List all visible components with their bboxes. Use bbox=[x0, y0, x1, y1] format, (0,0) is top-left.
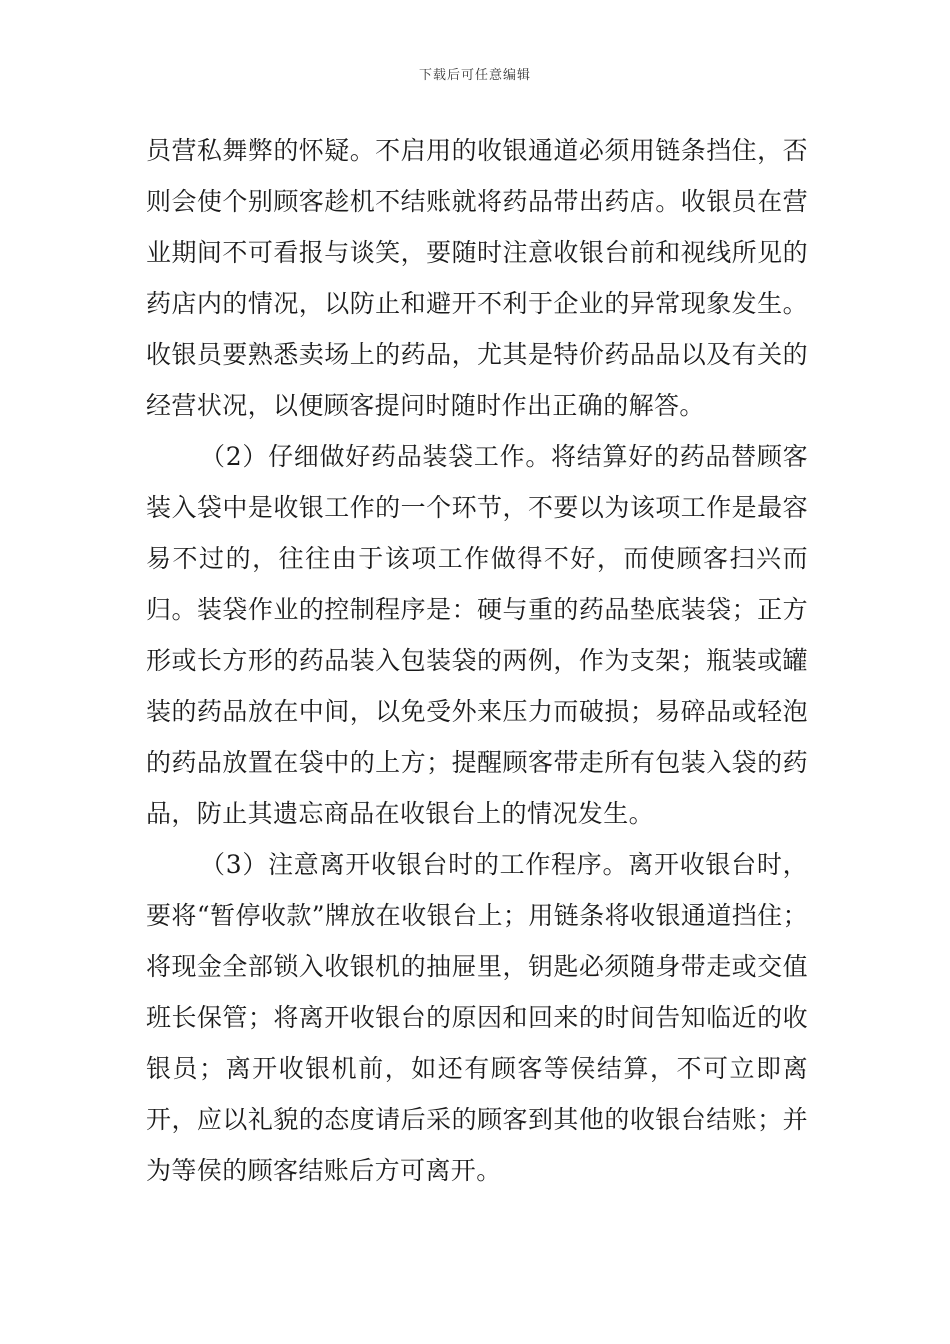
document-body bbox=[146, 125, 808, 1196]
paragraph-leaving-counter: （3）注意离开收银台时的工作程序。离开收银台时，要将“暂停收款”牌放在收银台上；用链条将收银通道挡住；将现金全部锁入收银机的抽屉里，钥匙必须随身带走或交值班长保管；将离开收银台的原因和回来的时间告知临近的收银员；离开收银机前，如还有顾客等侯结算，不可立即离开，应以礼貌的态度请后采的顾客到其他的收银台结账；并为等侯的顾客结账后方可离开。 bbox=[146, 850, 808, 1185]
page-header: 下载后可任意编辑 bbox=[418, 68, 531, 83]
paragraph-bagging: （2）仔细做好药品装袋工作。将结算好的药品替顾客装入袋中是收银工作的一个环节，不要以为该项工作是最容易不过的，往往由于该项工作做得不好，而使顾客扫兴而归。装袋作业的控制程序是：硬与重的药品垫底装袋；正方形或长方形的药品装入包装袋的两例，作为支架；瓶装或罐装的药品放在中间，以免受外来压力而破损；易碎品或轻泡的药品放置在袋中的上方；提醒顾客带走所有包装入袋的药品，防止其遗忘商品在收银台上的情况发生。 bbox=[146, 442, 808, 828]
paragraph-cashier-conduct: 员营私舞弊的怀疑。不启用的收银通道必须用链条挡住，否则会使个别顾客趁机不结账就将药品带出药店。收银员在营业期间不可看报与谈笑，要随时注意收银台前和视线所见的药店内的情况，以防止和避开不利于企业的异常现象发生。收银员要熟悉卖场上的药品，尤其是特价药品品以及有关的经营状况，以便顾客提问时随时作出正确的解答。 bbox=[146, 136, 808, 420]
